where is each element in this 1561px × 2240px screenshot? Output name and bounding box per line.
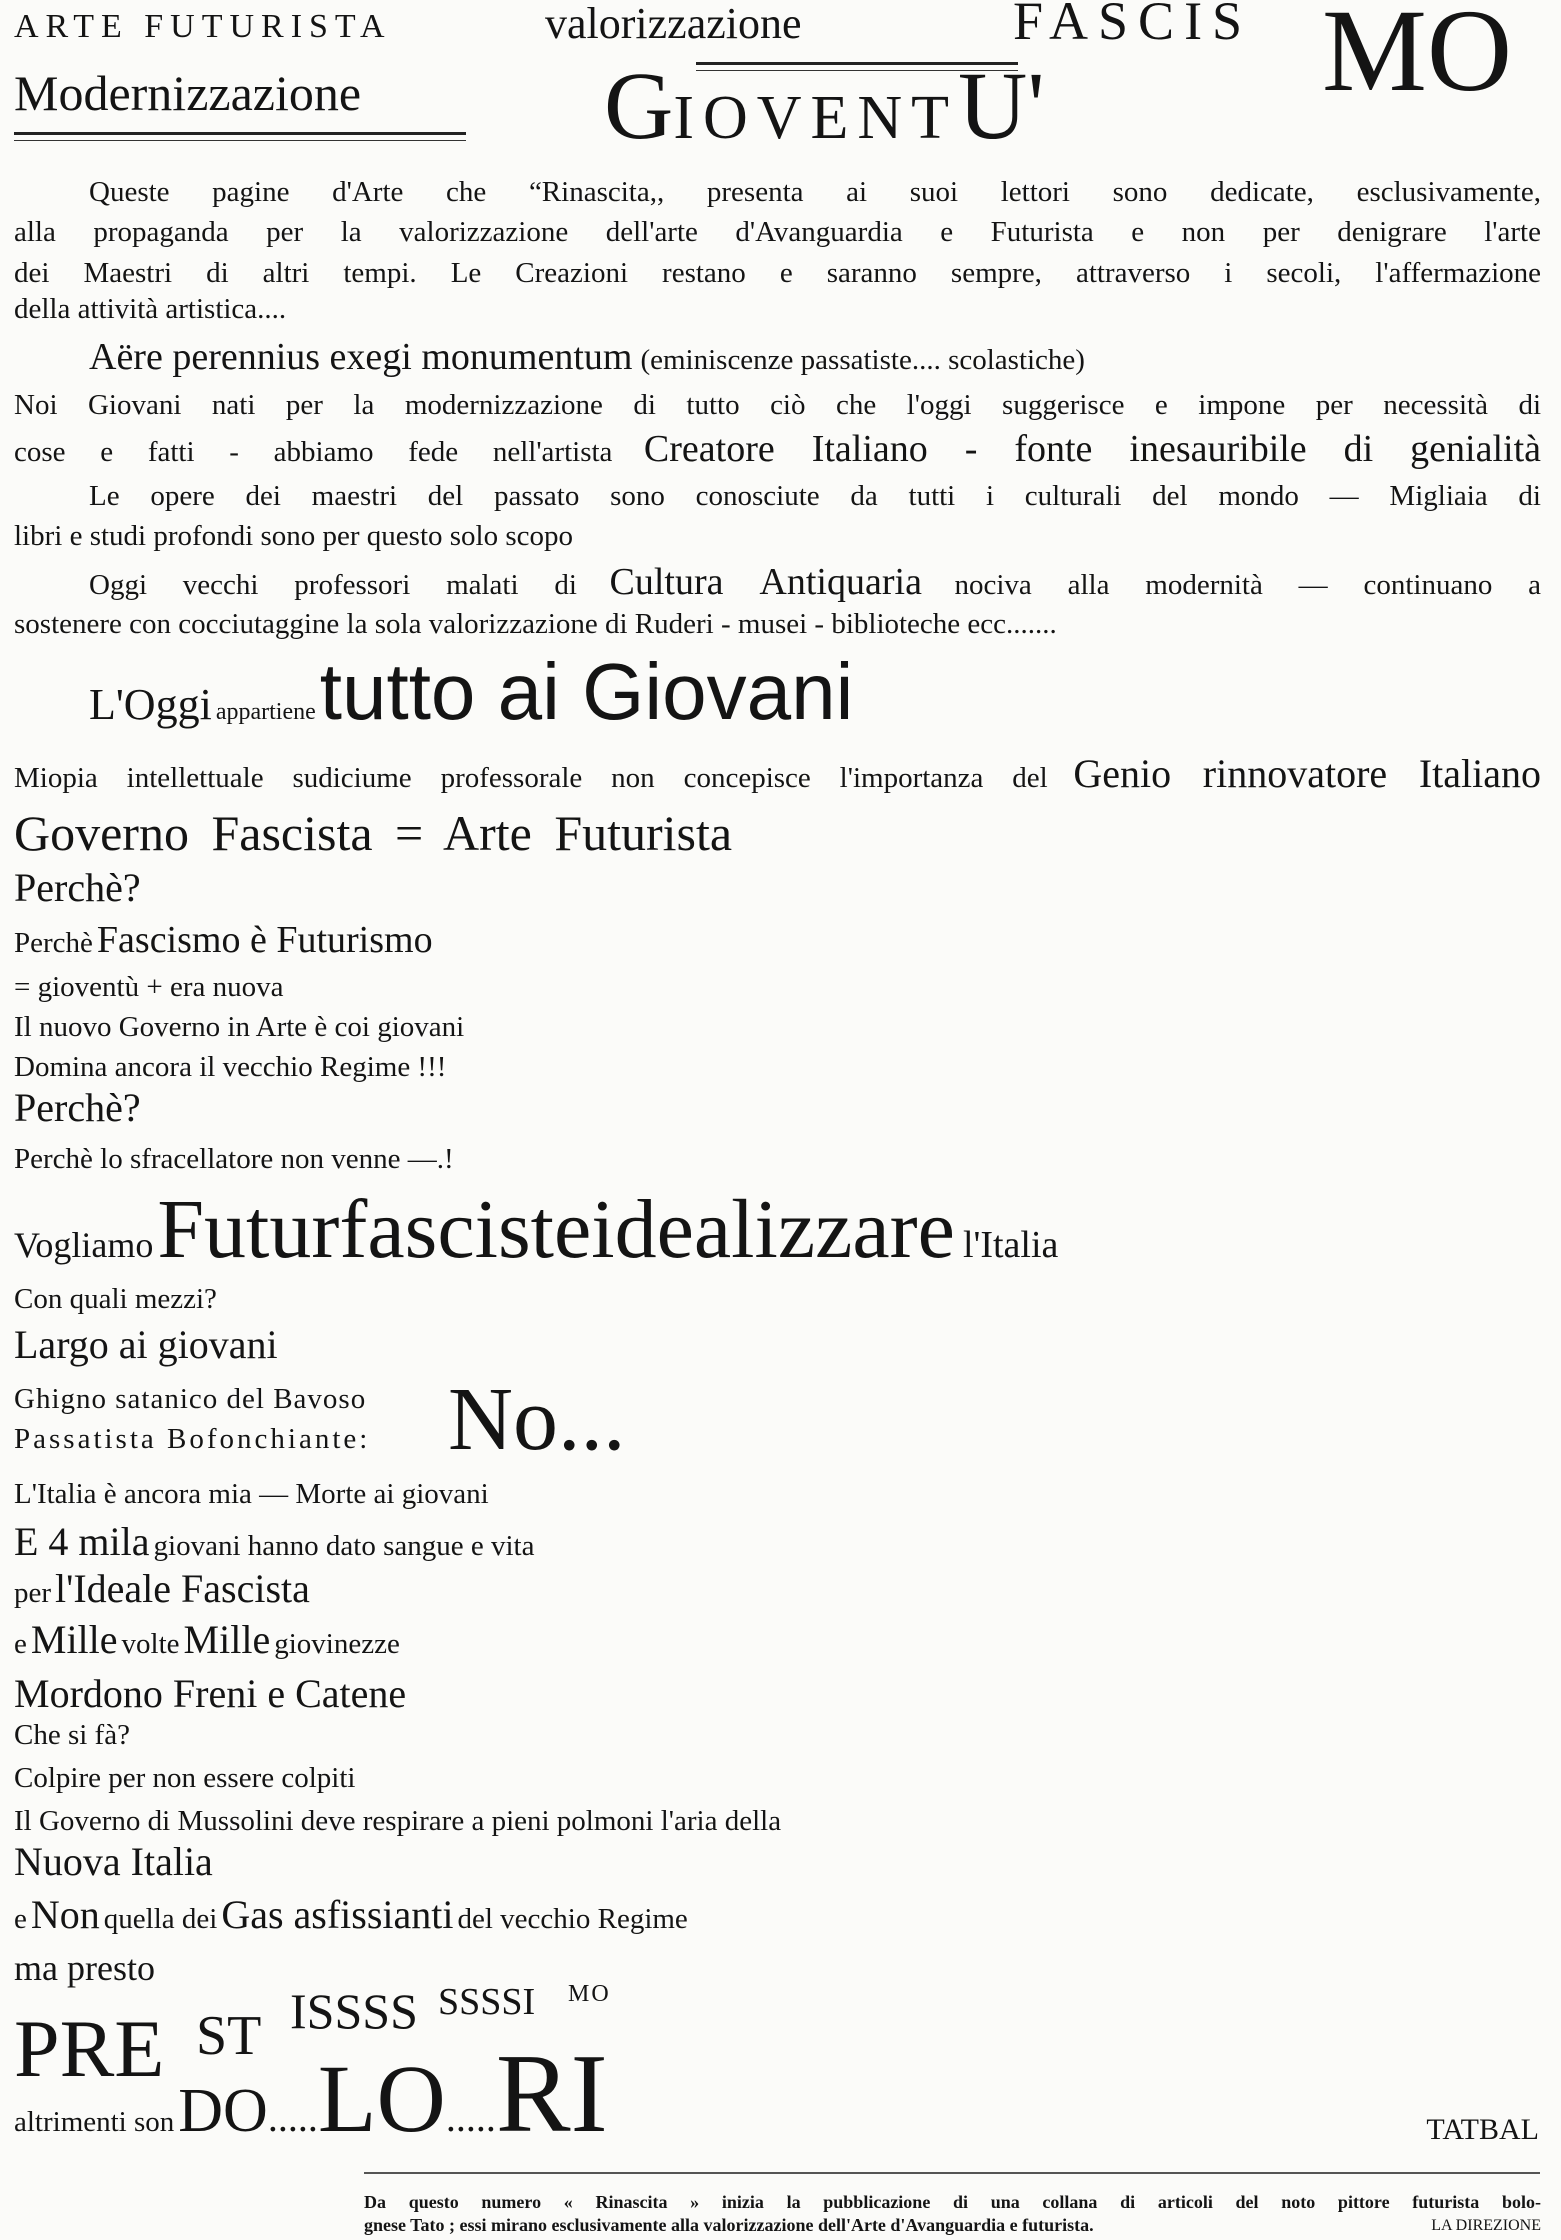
gioventu-mid: IOVENT [673, 84, 959, 152]
oggi-b: Cultura Antiquaria [609, 561, 922, 603]
rule-double-top [14, 132, 466, 135]
aere-line [89, 338, 1085, 376]
chesifa-line: Che si fà? [14, 1719, 130, 1751]
gas-asfissianti: Gas asfissianti [221, 1892, 454, 1937]
largo-line: Largo ai giovani [14, 1322, 278, 1367]
cose-line [14, 430, 1541, 468]
noi-line: Noi Giovani nati per la modernizzazione di tutto ciò che l'oggi suggerisce e impone per necessità di [14, 389, 1541, 421]
gioventu-era-line: = gioventù + era nuova [14, 971, 284, 1003]
mille-giovinezze: giovinezze [274, 1628, 400, 1660]
appartiene: appartiene [215, 699, 316, 725]
sangue: giovani hanno dato sangue e vita [153, 1530, 535, 1562]
prestissimo-pre: PRE [14, 2003, 165, 2094]
mussolini-line: Il Governo di Mussolini deve respirare a pieni polmoni l'aria della [14, 1805, 782, 1837]
ghigno-line: Ghigno satanico del Bavoso [14, 1383, 367, 1415]
header-modernizzazione: Modernizzazione [14, 65, 362, 121]
cose-small: cose e fatti - abbiamo fede nell'artista [14, 436, 613, 468]
vogliamo: Vogliamo [14, 1225, 154, 1265]
e4mila-line [14, 1519, 535, 1564]
domina-line: Domina ancora il vecchio Regime !!! [14, 1051, 447, 1083]
perche-fascismo-line [14, 921, 433, 959]
mille-2: Mille [183, 1617, 271, 1662]
litalia: l'Italia [962, 1224, 1059, 1266]
miopia-a: Miopia intellettuale sudiciume professorale non concepisce l'importanza del [14, 762, 1048, 794]
signature-tatbal: TATBAL [1426, 2113, 1539, 2146]
sfracellatore-line: Perchè lo sfracellatore non venne —.! [14, 1143, 454, 1175]
loggi: L'Oggi [89, 680, 212, 729]
mille-e: e [14, 1628, 27, 1660]
opere-line: Le opere dei maestri del passato sono conosciute da tutti i culturali del mondo — Migliaia di [89, 480, 1541, 512]
libri-line: libri e studi profondi sono per questo solo scopo [14, 520, 574, 552]
oggi-a: Oggi vecchi professori malati di [89, 569, 577, 601]
footer-rule [364, 2172, 1540, 2174]
gas-line [14, 1892, 688, 1937]
oggi-line [89, 563, 1541, 601]
dolori-dots-2: ..... [445, 2095, 496, 2140]
mille-1: Mille [30, 1617, 118, 1662]
header-fascis: FASCIS [1013, 0, 1253, 51]
e4mila: E 4 mila [14, 1519, 150, 1564]
footer-direzione: LA DIREZIONE [1431, 2217, 1541, 2234]
passatista-line: Passatista Bofonchiante: [14, 1423, 371, 1455]
miopia-line [14, 751, 1542, 796]
perche-big: Fascismo è Futurismo [96, 919, 433, 961]
para1-line4: della attività artistica.... [14, 293, 287, 325]
vogliamo-line [14, 1183, 1059, 1276]
footer-line2: gnese Tato ; essi mirano esclusivamente alla valorizzazione dell'Arte d'Avanguardia e futurista. [364, 2215, 1094, 2235]
para1-line3: dei Maestri di altri tempi. Le Creazioni restano e saranno sempre, attraverso i secoli, l'affermazione [14, 257, 1541, 289]
governo-line: Governo Fascista = Arte Futurista [14, 805, 733, 861]
colpire-line: Colpire per non essere colpiti [14, 1762, 356, 1794]
prestissimo-mo: MO [568, 1981, 611, 2007]
para1-line2: alla propaganda per la valorizzazione dell'arte d'Avanguardia e Futurista e non per denigrare l'arte [14, 216, 1541, 248]
dolori-do: DO [178, 2077, 268, 2145]
gioventu-g: G [604, 52, 674, 159]
perche-2: Perchè? [14, 1085, 141, 1130]
mezzi-line: Con quali mezzi? [14, 1283, 217, 1315]
gas-quella: quella dei [103, 1903, 218, 1935]
footer-line1: Da questo numero « Rinascita » inizia la pubblicazione di una collana di articoli del noto pittore futurista bolo- [364, 2192, 1541, 2212]
litalia-mia-line: L'Italia è ancora mia — Morte ai giovani [14, 1478, 489, 1510]
per: per [14, 1577, 52, 1609]
mordono-line: Mordono Freni e Catene [14, 1671, 407, 1716]
perche-small: Perchè [14, 927, 93, 959]
ma-presto-line: ma presto [14, 1948, 155, 1988]
tutto-ai-giovani: tutto ai Giovani [319, 647, 854, 736]
dolori-dots-1: ..... [267, 2095, 318, 2140]
header-valorizzazione: valorizzazione [545, 0, 802, 48]
futurfascisteidealizzare: Futurfascisteidealizzare [157, 1183, 955, 1276]
no-big: No... [448, 1370, 626, 1469]
nuova-italia-line: Nuova Italia [14, 1839, 213, 1884]
ideale-line [14, 1566, 310, 1611]
gioventu-u: U' [958, 52, 1045, 159]
loggi-line [89, 647, 854, 736]
sostenere-line: sostenere con cocciutaggine la sola valorizzazione di Ruderi - musei - biblioteche ecc....... [14, 608, 1057, 640]
header-mo: MO [1322, 0, 1513, 116]
prestissimo-isss: ISSSS [290, 1983, 418, 2039]
rule-double-bottom [14, 140, 466, 141]
cose-big: Creatore Italiano - fonte inesauribile di genialità [643, 428, 1542, 470]
gas-regime: del vecchio Regime [457, 1903, 688, 1935]
gas-non: Non [30, 1892, 100, 1937]
ideale: l'Ideale Fascista [55, 1566, 310, 1611]
nuovo-governo-line: Il nuovo Governo in Arte è coi giovani [14, 1011, 465, 1043]
header-gioventu [604, 52, 1045, 159]
header-arte-futurista: ARTE FUTURISTA [14, 8, 392, 45]
mille-line [14, 1617, 400, 1662]
mille-volte: volte [121, 1628, 180, 1660]
prestissimo-sssi: SSSSI [438, 1981, 536, 2023]
miopia-b: Genio rinnovatore Italiano [1073, 751, 1542, 796]
oggi-c: nociva alla modernità — continuano a [954, 569, 1542, 601]
altrimenti: altrimenti son [14, 2106, 175, 2138]
gas-e: e [14, 1903, 27, 1935]
dolori-ri: RI [495, 2032, 608, 2156]
aere-quote: Aëre perennius exegi monumentum [89, 336, 633, 378]
para1-line1: Queste pagine d'Arte che “Rinascita,, presenta ai suoi lettori sono dedicate, esclusivamente, [89, 176, 1541, 208]
aere-note: (eminiscenze passatiste.... scolastiche) [640, 344, 1085, 376]
perche-1: Perchè? [14, 865, 141, 910]
dolori-lo: LO [317, 2045, 446, 2152]
prestissimo-st: ST [196, 2005, 262, 2067]
